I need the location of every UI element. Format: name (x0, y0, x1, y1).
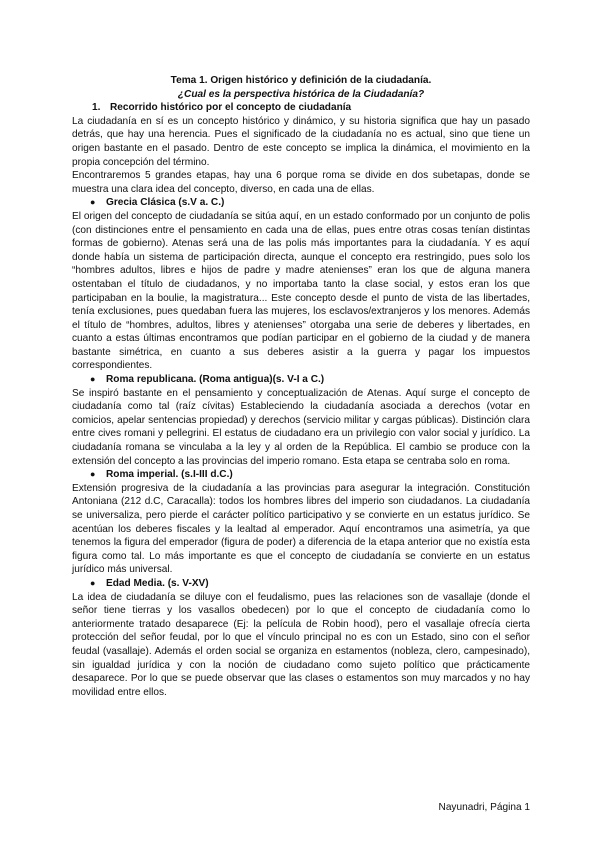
stage-heading-roma-republicana (90, 373, 530, 387)
intro-paragraph-2: Encontraremos 5 grandes etapas, hay una 6 porque roma se divide en dos subetapas, donde se muestra una clara idea del concepto, diverso, en cada una de ellas. (72, 170, 530, 195)
bullet-icon: ● (90, 577, 96, 588)
stage-heading-text: Grecia Clásica (s.V a. C.) (106, 197, 225, 209)
stage-paragraph-grecia: El origen del concepto de ciudadanía se sitúa aquí, en un estado conformado por un conjunto de polis (con distinciones entre el pensamiento en cada una de ellas, pues entre otras cosas tenían distintas formas de gobierno). Atenas será una de las polis más importantes para la ciudadanía. Y es aquí donde había un sistema de participación directa, aunque el concepto era restringido, pues solo los “hombres adultos, libres e hijos de padre y madre atenienses” eran los que de alguna manera ostentaban el título de ciudadanos, y no importaba tanto la clase social, y estos eran los que participaban en la boulie, la magistratura... Este concepto desde el punto de vista de las libertades, tenía exclusiones, pues quedaban fuera las mujeres, los esclavos/extranjeros y los menores. Además el título de “hombres, adultos, libres y atenienses” otorgaba una serie de deberes y libertades, en cuanto a estas últimas encontramos que podían participar en el gobierno de la ciudad y de manera bastante simétrica, en cuanto a sus deberes asistir a la guerra y pagar los impuestos correspondientes. (72, 210, 530, 372)
stage-heading-roma-imperial (90, 468, 530, 482)
document-subtitle: ¿Cual es la perspectiva histórica de la Ciudadanía? (177, 88, 425, 100)
section-heading (92, 101, 530, 115)
bullet-icon: ● (90, 469, 96, 480)
intro-paragraph-1: La ciudadanía en sí es un concepto histórico y dinámico, y su historia significa que hay un pasado detrás, que hay una herencia. Pues el significado de la ciudadanía no es actual, sino que tiene un origen bastante en el pasado. Dentro de este concepto se implica la dinámica, el movimiento en la propia concepción del término. (72, 115, 530, 168)
stage-paragraph-roma-imperial: Extensión progresiva de la ciudadanía a las provincias para asegurar la integración. Constitución Antoniana (212 d.C, Caracalla): todos los hombres libres del imperio son ciudadanos. La ciudadanía se universaliza, pero pierde el carácter político participativo y se convierte en un estatus jurídico. Se acentúan los deberes fiscales y la lealtad al emperador. Aquí encontramos una asimetría, ya que tenemos la figura del emperador (figura de poder) a diferencia de la etapa anterior que no existía esta figura como tal. Lo más importante es que el concepto de ciudadanía se convierte en un estatus jurídico más universal. (72, 482, 530, 576)
stage-paragraph-edad-media: La idea de ciudadanía se diluye con el feudalismo, pues las relaciones son de vasallaje (donde el señor tiene tierras y los vasallos obedecen) por lo que el concepto de ciudadanía como lo anteriormente tratado desaparece (Ej: la película de Robin hood), pero el vasallaje ofrecía cierta protección del señor feudal, por lo que el vínculo principal no es con un Estado, sino con el señor feudal (vasallaje). Además el orden social se organiza en estamentos (nobleza, clero, campesinado), sin igualdad jurídica y con la noción de ciudadano como sujeto político que prácticamente desaparece. Por lo que se puede observar que las clases o estamentos son muy marcados y no hay movilidad entre ellos. (72, 591, 530, 698)
stage-heading-grecia (90, 196, 530, 210)
stage-heading-text: Roma republicana. (Roma antigua)(s. V-I a C.) (106, 374, 325, 386)
stage-heading-edad-media (90, 577, 530, 591)
bullet-icon: ● (90, 374, 96, 385)
stage-paragraph-roma-republicana: Se inspiró bastante en el pensamiento y conceptualización de Atenas. Aquí surge el concepto de ciudadanía como tal (raíz cívitas) Estableciendo la ciudadanía asociada a derechos (votar en comicios, apelar sentencias propiedad) y derechos (servicio militar y cargas públicas). Distinción clara entre cives romani y pellegrini. El estatus de ciudadano era un privilegio con valor social y jurídico. La ciudadanía romana se vinculaba a la ley y al orden de la República. El cambio se produce con la extensión del concepto a las provincias del imperio romano. Esta etapa se centraba solo en roma. (72, 387, 530, 467)
document-title: Tema 1. Origen histórico y definición de la ciudadanía. (170, 75, 432, 86)
page-footer: Nayunadri, Página 1 (438, 802, 530, 813)
stage-heading-text: Edad Media. (s. V-XV) (106, 577, 209, 589)
section-number: 1. (92, 102, 101, 114)
stage-heading-text: Roma imperial. (s.I-III d.C.) (106, 469, 233, 481)
section-heading-text: Recorrido histórico por el concepto de ciudadanía (110, 102, 352, 114)
document-body (72, 74, 530, 699)
bullet-icon: ● (90, 197, 96, 208)
